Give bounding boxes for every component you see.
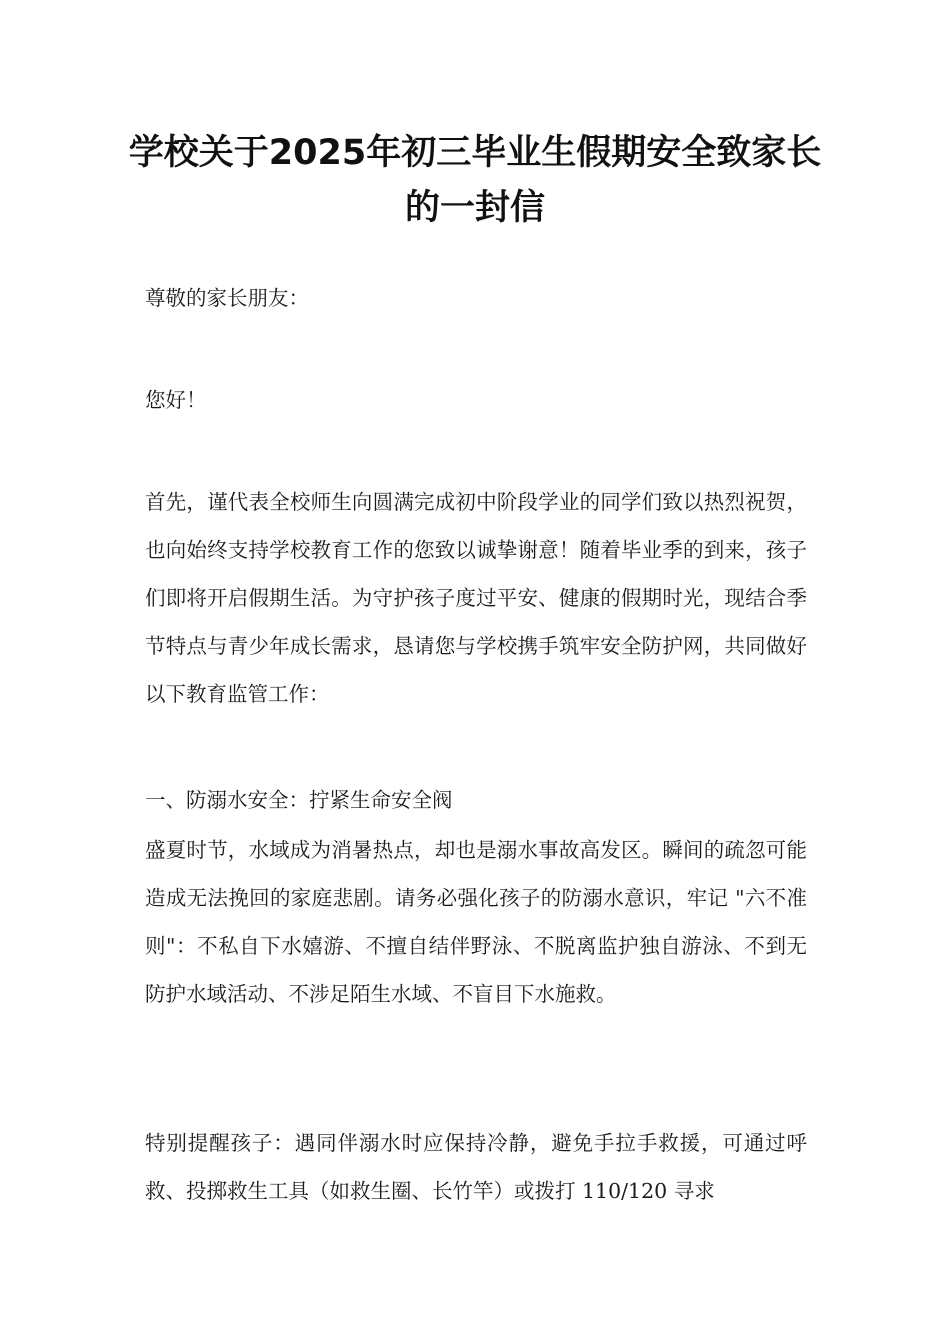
greeting: 您好！ [145, 388, 207, 412]
section-heading-drowning: 一、防溺水安全：拧紧生命安全阀 [145, 788, 453, 812]
salutation: 尊敬的家长朋友： [145, 286, 309, 310]
document-title: 学校关于2025年初三毕业生假期安全致家长的一封信 [128, 133, 822, 228]
intro-paragraph: 首先，谨代表全校师生向圆满完成初中阶段学业的同学们致以热烈祝贺，也向始终支持学校教育工作的您致以诚挚谢意！随着毕业季的到来，孩子们即将开启假期生活。为守护孩子度过平安、健康的假期时光，现结合季节特点与青少年成长需求，恳请您与学校携手筑牢安全防护网，共同做好以下教育监管工作： [145, 490, 807, 706]
special-reminder-paragraph: 特别提醒孩子：遇同伴溺水时应保持冷静，避免手拉手救援，可通过呼救、投掷救生工具（如救生圈、长竹竿）或拨打 110/120 寻求 [145, 1131, 807, 1203]
section-body-drowning: 盛夏时节，水域成为消暑热点，却也是溺水事故高发区。瞬间的疏忽可能造成无法挽回的家庭悲剧。请务必强化孩子的防溺水意识，牢记 "六不准则"：不私自下水嬉游、不擅自结伴野泳、不脱离监护独自游泳、不到无防护水域活动、不涉足陌生水域、不盲目下水施救。 [145, 838, 807, 1006]
